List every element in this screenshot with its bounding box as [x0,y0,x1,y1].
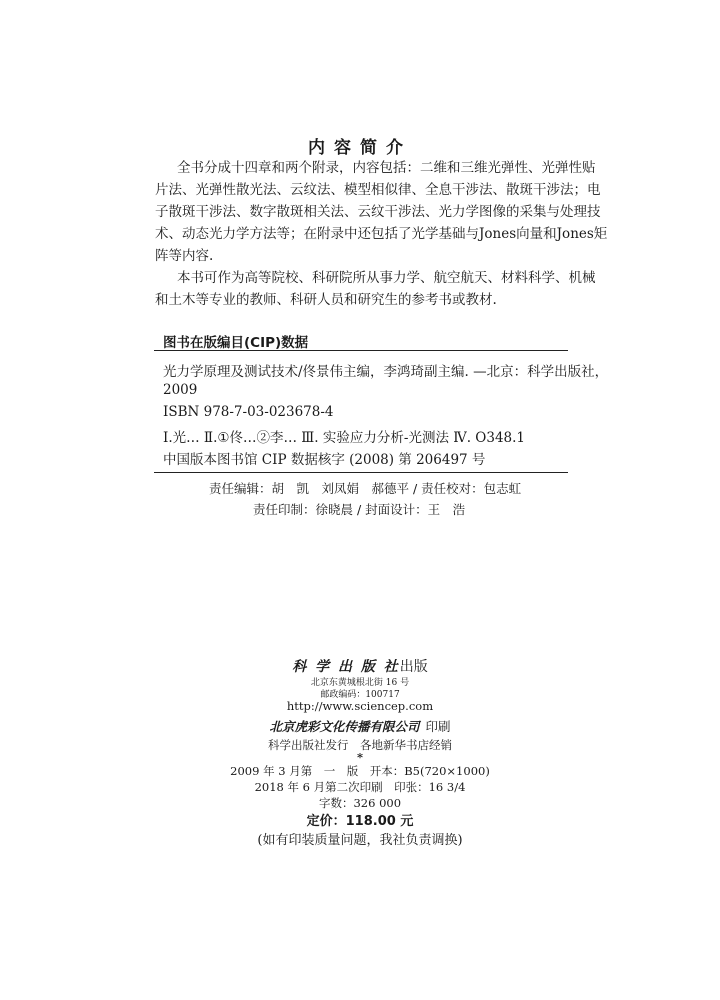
publisher-line [0,656,720,676]
distribution-line: 科学出版社发行 各地新华书店经销 [268,738,452,752]
star-separator: * [356,750,363,764]
summary-p1-line1: 全书分成十四章和两个附录，内容包括：二维和三维光弹性、光弹性贴 [177,160,596,176]
summary-title: 内容简介 [308,138,412,158]
price-line: 定价：118.00 元 [306,814,414,829]
wordcount-line: 字数：326 000 [318,796,402,810]
summary-p1-line3: 子散斑干涉法、数字散斑相关法、云纹干涉法、光力学图像的采集与处理技 [155,204,601,220]
cip-line-1: 光力学原理及测试技术/佟景伟主编，李鸿琦副主编. —北京：科学出版社， [163,364,609,380]
credits-line-1: 责任编辑：胡 凯 刘凤娟 郝德平 / 责任校对：包志虹 [209,481,522,496]
publisher-name: 科 学 出 版 社 [292,659,400,675]
cip-top-rule [154,350,568,351]
publisher-postcode: 邮政编码：100717 [320,690,400,700]
summary-p1-line2: 片法、光弹性散光法、云纹法、模型相似律、全息干涉法、散斑干涉法；电 [155,182,601,198]
cip-line-2: 2009 [163,382,198,398]
edition-line: 2009 年 3 月第 一 版 开本：B5(720×1000) [230,764,490,778]
printer-suffix: 印刷 [425,719,451,734]
summary-p2-line1: 本书可作为高等院校、科研院所从事力学、航空航天、材料科学、机械 [177,270,596,286]
printer-name: 北京虎彩文化传播有限公司 [269,719,420,734]
publisher-suffix: 出版 [399,659,428,675]
publisher-url: http://www.sciencep.com [286,699,434,713]
summary-p1-line5: 阵等内容. [155,248,214,264]
publisher-address: 北京东黄城根北街 16 号 [310,678,410,688]
cip-heading: 图书在版编目(CIP)数据 [163,335,309,351]
quality-notice: (如有印装质量问题，我社负责调换) [257,833,463,848]
summary-p1-line4: 术、动态光力学方法等；在附录中还包括了光学基础与Jones向量和Jones矩 [155,226,608,242]
cip-line-3: ISBN 978-7-03-023678-4 [163,404,334,420]
cip-line-5: 中国版本图书馆 CIP 数据核字 (2008) 第 206497 号 [163,452,486,468]
cip-bottom-rule [154,472,568,473]
reprint-line: 2018 年 6 月第二次印刷 印张：16 3/4 [254,780,466,794]
printer-line [0,717,720,735]
credits-line-2: 责任印制：徐晓晨 / 封面设计：王 浩 [253,502,466,517]
summary-p2-line2: 和土木等专业的教师、科研人员和研究生的参考书或教材. [155,292,497,308]
cip-line-4: Ⅰ.光… Ⅱ.①佟…②李… Ⅲ. 实验应力分析-光测法 Ⅳ. O348.1 [163,430,526,446]
